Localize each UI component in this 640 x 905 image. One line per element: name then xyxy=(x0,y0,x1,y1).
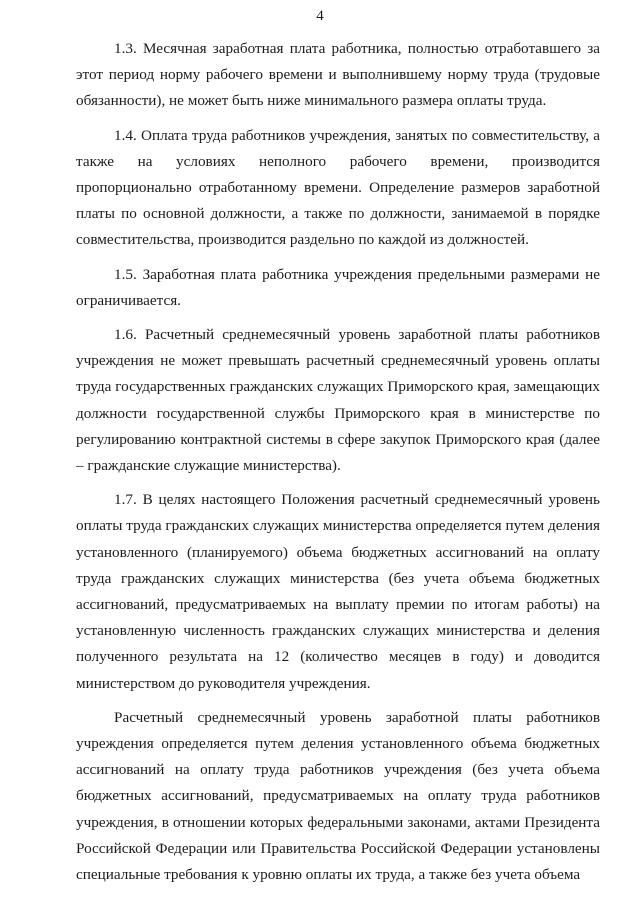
paragraph-1-6: 1.6. Расчетный среднемесячный уровень заработной платы работников учреждения не может превышать расчетный среднемесячный уровень оплаты труда государственных гражданских служащих Приморского края, замещающих должности государственной службы Приморского края в министерстве по регулированию контрактной системы в сфере закупок Приморского края (далее – гражданские служащие министерства). xyxy=(76,326,600,475)
paragraph-1-5: 1.5. Заработная плата работника учреждения предельными размерами не ограничивается. xyxy=(76,265,600,309)
paragraph-calculation: Расчетный среднемесячный уровень заработной платы работников учреждения определяется путем деления установленного объема бюджетных ассигнований на оплату труда работников учреждения (без учета объема бюджетных ассигнований, предусматриваемых на оплату труда работников учреждения, в отношении которых федеральными законами, актами Президента Российской Федерации или Правительства Российской Федерации установлены специальные требования к уровню оплаты их труда, а также без учета объема xyxy=(76,708,600,884)
paragraph-1-3: 1.3. Месячная заработная плата работника, полностью отработавшего за этот период норму рабочего времени и выполнившему норму труда (трудовые обязанности), не может быть ниже минимального размера оплаты труда. xyxy=(76,40,600,110)
paragraph-1-7: 1.7. В целях настоящего Положения расчетный среднемесячный уровень оплаты труда гражданских служащих министерства определяется путем деления установленного (планируемого) объема бюджетных ассигнований на оплату труда гражданских служащих министерства (без учета объема бюджетных ассигнований, предусматриваемых на выплату премии по итогам работы) на установленную численность гражданских служащих министерства и деления полученного результата на 12 (количество месяцев в году) и доводится министерством до руководителя учреждения. xyxy=(76,491,600,692)
paragraph-1-4: 1.4. Оплата труда работников учреждения, занятых по совместительству, а также на условиях неполного рабочего времени, производится пропорционально отработанному времени. Определение размеров заработной платы по основной должности, а также по должности, занимаемой в порядке совместительства, производится раздельно по каждой из должностей. xyxy=(76,126,600,249)
page-number: 4 xyxy=(316,8,324,24)
document-body xyxy=(76,36,600,896)
